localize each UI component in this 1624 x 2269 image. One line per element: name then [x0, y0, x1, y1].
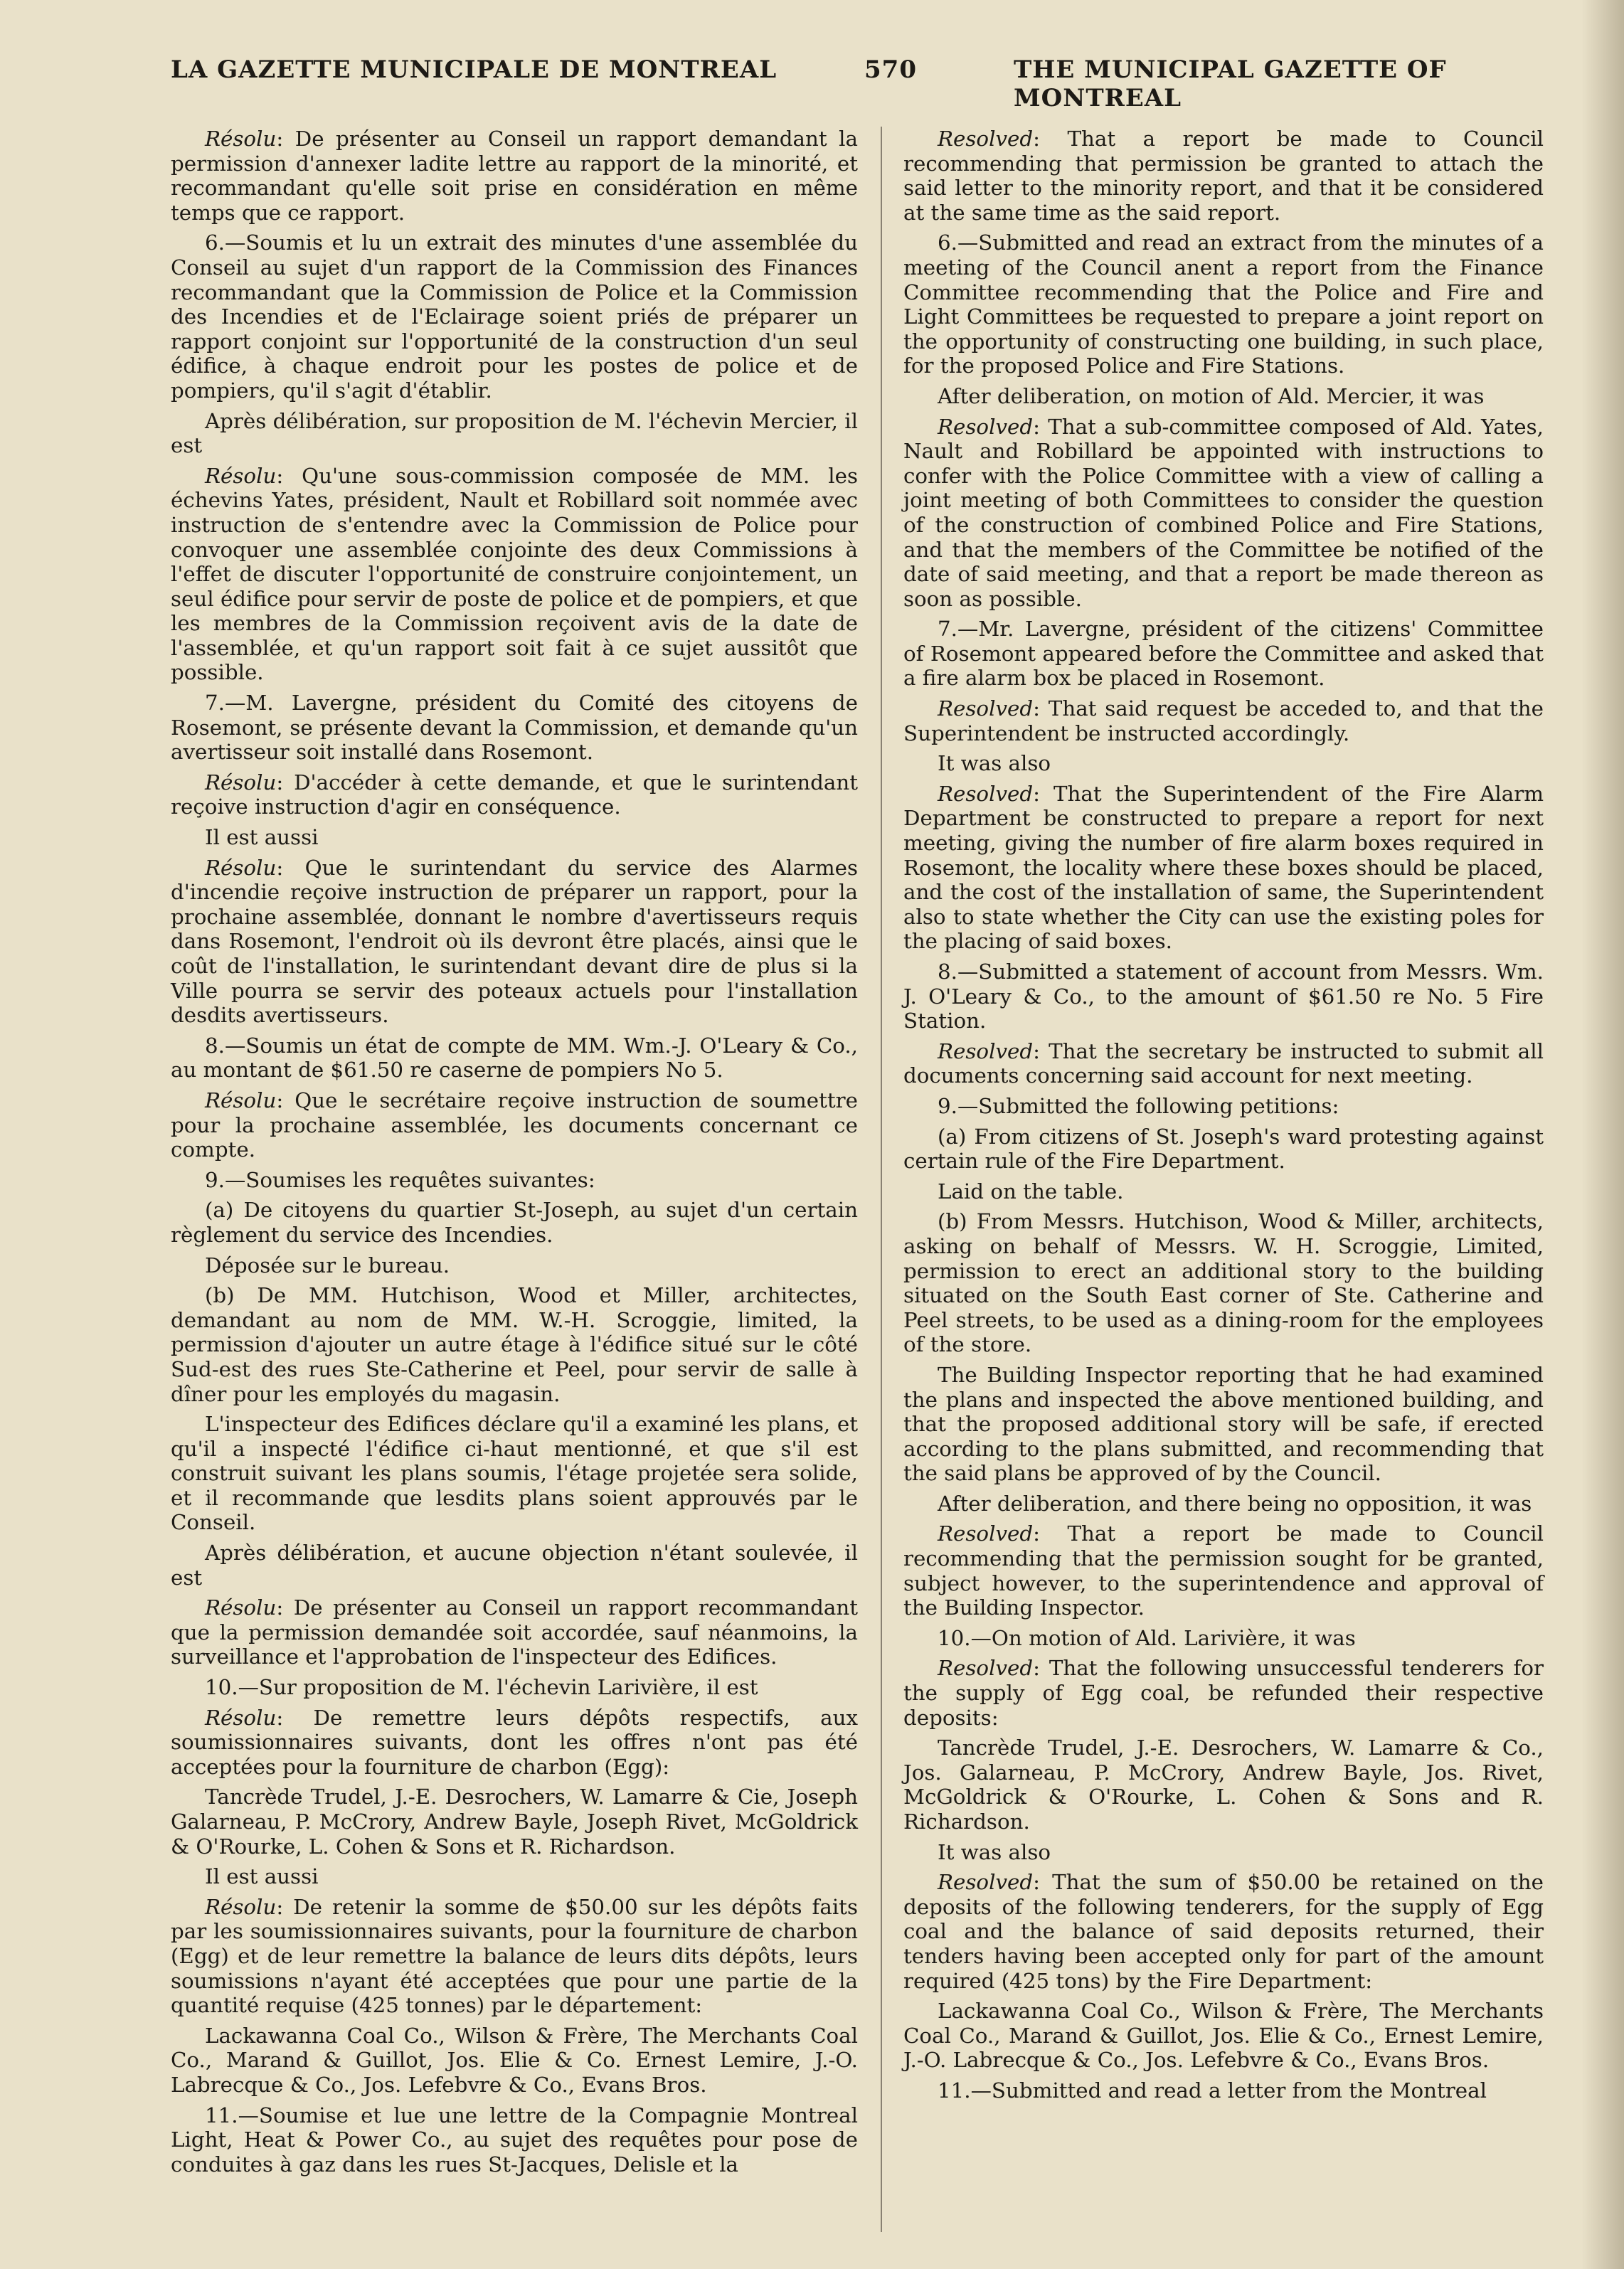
paragraph-text: (b) De MM. Hutchison, Wood et Miller, architectes, demandant au nom de MM. W.-H. Scroggie, limited, la permission d'ajouter un autre étage à l'édifice situé sur le côté Sud-est des rues Ste-Catherine et Peel, pour servir de salle à dîner pour les employés du magasin.: [171, 1283, 858, 1406]
resolution-lead: Resolved: [938, 781, 1034, 806]
french-paragraph: [171, 691, 858, 765]
paragraph-text: : De remettre leurs dépôts respectifs, aux soumissionnaires suivants, dont les offres n'ont pas été acceptées pour la fourniture de charbon (Egg):: [171, 1705, 858, 1779]
paragraph-text: After deliberation, and there being no opposition, it was: [938, 1491, 1532, 1516]
resolution-lead: Resolved: [938, 696, 1034, 721]
english-paragraph: [903, 696, 1544, 745]
french-paragraph: [171, 1283, 858, 1406]
paragraph-text: 9.—Submitted the following petitions:: [938, 1093, 1339, 1118]
header-french-title: LA GAZETTE MUNICIPALE DE MONTREAL: [171, 55, 777, 84]
english-paragraph: [903, 1094, 1544, 1119]
french-paragraph: [171, 1895, 858, 2018]
paragraph-text: (b) From Messrs. Hutchison, Wood & Miller, architects, asking on behalf of Messrs. W. H. Scroggie, Limited, permission to erect an additional story to the building situated on the South East corner of Ste. Catherine and Peel streets, to be used as a dining-room for the employees of the store.: [903, 1209, 1544, 1357]
paragraph-text: : D'accéder à cette demande, et que le surintendant reçoive instruction d'agir en conséquence.: [171, 770, 858, 819]
paragraph-text: : De retenir la somme de $50.00 sur les dépôts faits par les soumissionnaires suivants, pour la fourniture de charbon (Egg) et de leur remettre la balance de leurs dits dépôts, leurs soumissions n'ayant été acceptées que pour une partie de la quantité requise (425 tonnes) par le département:: [171, 1894, 858, 2018]
resolution-lead: Resolved: [938, 1656, 1034, 1681]
english-paragraph: [903, 617, 1544, 691]
resolution-lead: Resolved: [938, 1521, 1034, 1546]
resolution-lead: Résolu: [205, 1088, 277, 1112]
french-paragraph: [171, 856, 858, 1028]
english-paragraph: [903, 384, 1544, 409]
paragraph-text: Déposée sur le bureau.: [205, 1253, 450, 1277]
paragraph-text: : That the following unsuccessful tenderers for the supply of Egg coal, be refunded their respective deposits:: [903, 1656, 1544, 1730]
french-paragraph: [171, 1088, 858, 1162]
paragraph-text: : De présenter au Conseil un rapport recommandant que la permission demandée soit accordée, sauf néanmoins, la surveillance et l'approbation de l'inspecteur des Edifices.: [171, 1595, 858, 1669]
paragraph-text: : De présenter au Conseil un rapport demandant la permission d'annexer ladite lettre au rapport de la minorité, et recommandant qu'elle soit prise en considération en même temps que ce rapport.: [171, 127, 858, 225]
paragraph-text: : That a report be made to Council recommending that the permission sought for be granted, subject however, to the superintendence and approval of the Building Inspector.: [903, 1521, 1544, 1620]
french-paragraph: [171, 2024, 858, 2098]
paragraph-text: Il est aussi: [205, 1864, 319, 1889]
paragraph-text: 11.—Soumise et lue une lettre de la Compagnie Montreal Light, Heat & Power Co., au sujet des requêtes pour pose de conduites à gaz dans les rues St-Jacques, Delisle et la: [171, 2103, 858, 2177]
resolution-lead: Résolu: [205, 770, 277, 795]
french-paragraph: [171, 1033, 858, 1083]
resolution-lead: Resolved: [938, 127, 1034, 151]
english-paragraph: [903, 415, 1544, 612]
english-paragraph: [903, 1179, 1544, 1204]
column-divider: [881, 127, 882, 2232]
english-paragraph: [903, 1656, 1544, 1730]
french-paragraph: [171, 409, 858, 458]
paragraph-text: Tancrède Trudel, J.-E. Desrochers, W. Lamarre & Co., Jos. Galarneau, P. McCrory, Andrew Bayle, Jos. Rivet, McGoldrick & O'Rourke, L. Cohen & Sons and R. Richardson.: [903, 1736, 1544, 1834]
english-paragraph: [903, 1209, 1544, 1357]
header-english-title: THE MUNICIPAL GAZETTE OF MONTREAL: [1014, 55, 1447, 112]
english-paragraph: [903, 127, 1544, 225]
english-paragraph: [903, 1039, 1544, 1088]
french-paragraph: [171, 1198, 858, 1247]
paragraph-text: (a) De citoyens du quartier St-Joseph, au sujet d'un certain règlement du service des Incendies.: [171, 1198, 858, 1247]
resolution-lead: Résolu: [205, 127, 277, 151]
paragraph-text: : Que le secrétaire reçoive instruction de soumettre pour la prochaine assemblée, les documents concernant ce compte.: [171, 1088, 858, 1162]
english-paragraph: [903, 1870, 1544, 1993]
paragraph-text: Après délibération, sur proposition de M. l'échevin Mercier, il est: [171, 408, 858, 458]
english-paragraph: [903, 960, 1544, 1033]
english-paragraph: [903, 1626, 1544, 1651]
french-paragraph: [171, 1168, 858, 1193]
english-column: [903, 127, 1544, 2246]
english-paragraph: [903, 782, 1544, 954]
paragraph-text: 7.—M. Lavergne, président du Comité des citoyens de Rosemont, se présente devant la Commission, et demande qu'un avertisseur soit installé dans Rosemont.: [171, 691, 858, 765]
english-paragraph: [903, 2078, 1544, 2103]
page-edge-shadow: [1581, 0, 1624, 2269]
paragraph-text: 8.—Soumis un état de compte de MM. Wm.-J. O'Leary & Co., au montant de $61.50 re caserne de pompiers No 5.: [171, 1033, 858, 1083]
english-paragraph: [903, 1125, 1544, 1174]
french-paragraph: [171, 1412, 858, 1535]
resolution-lead: Resolved: [938, 1870, 1034, 1895]
paragraph-text: (a) From citizens of St. Joseph's ward protesting against certain rule of the Fire Department.: [903, 1124, 1544, 1174]
paragraph-text: 10.—On motion of Ald. Larivière, it was: [938, 1625, 1356, 1650]
paragraph-text: 7.—Mr. Lavergne, président of the citizens' Committee of Rosemont appeared before the Committee and asked that a fire alarm box be placed in Rosemont.: [903, 617, 1544, 691]
french-paragraph: [171, 127, 858, 225]
paragraph-text: 8.—Submitted a statement of account from Messrs. Wm. J. O'Leary & Co., to the amount of $61.50 re No. 5 Fire Station.: [903, 960, 1544, 1033]
paragraph-text: 11.—Submitted and read a letter from the Montreal: [938, 2078, 1487, 2103]
paragraph-text: Après délibération, et aucune objection n'étant soulevée, il est: [171, 1541, 858, 1590]
english-paragraph: [903, 1999, 1544, 2073]
french-paragraph: [171, 464, 858, 685]
french-paragraph: [171, 1864, 858, 1889]
paragraph-text: Il est aussi: [205, 825, 319, 850]
paragraph-text: : That the secretary be instructed to submit all documents concerning said account for next meeting.: [903, 1038, 1544, 1088]
paragraph-text: 6.—Soumis et lu un extrait des minutes d'une assemblée du Conseil au sujet d'un rapport de la Commission des Finances recommandant que la Commission de Police et la Commission des Incendies et de l'Eclairage soient priés de préparer un rapport conjoint sur l'opportunité de la construction d'un seul édifice, à chaque endroit pour les postes de police et de pompiers, qu'il s'agit d'établir.: [171, 230, 858, 403]
resolution-lead: Résolu: [205, 855, 277, 880]
english-paragraph: [903, 1736, 1544, 1834]
english-paragraph: [903, 230, 1544, 378]
english-paragraph: [903, 751, 1544, 776]
resolution-lead: Resolved: [938, 414, 1034, 439]
french-paragraph: [171, 1541, 858, 1590]
resolution-lead: Résolu: [205, 463, 277, 488]
paragraph-text: 10.—Sur proposition de M. l'échevin Larivière, il est: [205, 1675, 758, 1700]
paragraph-text: 9.—Soumises les requêtes suivantes:: [205, 1167, 595, 1192]
english-paragraph: [903, 1492, 1544, 1516]
french-column: [171, 127, 858, 2246]
page-header: [171, 55, 1574, 112]
resolution-lead: Resolved: [938, 1038, 1034, 1063]
paragraph-text: : That a sub-committee composed of Ald. Yates, Nault and Robillard be appointed with instructions to confer with the Police Committee with a view of calling a joint meeting of both Committees to consider the question of the construction of combined Police and Fire Stations, and that the members of the Committee be notified of the date of said meeting, and that a report be made thereon as soon as possible.: [903, 414, 1544, 611]
english-paragraph: [903, 1521, 1544, 1620]
english-paragraph: [903, 1363, 1544, 1486]
french-paragraph: [171, 1253, 858, 1278]
french-paragraph: [171, 1706, 858, 1780]
page-number: 570: [864, 55, 917, 84]
paragraph-text: : Que le surintendant du service des Alarmes d'incendie reçoive instruction de préparer un rapport, pour la prochaine assemblée, donnant le nombre d'avertisseurs requis dans Rosemont, l'endroit où ils devront être placés, ainsi que le coût de l'installation, le surintendant devant dire de plus si la Ville pourra se servir des poteaux actuels pour l'installation desdits avertisseurs.: [171, 855, 858, 1028]
paragraph-text: After deliberation, on motion of Ald. Mercier, it was: [938, 383, 1485, 408]
paragraph-text: : That said request be acceded to, and that the Superintendent be instructed accordingly.: [903, 696, 1544, 745]
paragraph-text: : That a report be made to Council recommending that permission be granted to attach the said letter to the minority report, and that it be considered at the same time as the said report.: [903, 127, 1544, 225]
resolution-lead: Résolu: [205, 1705, 277, 1730]
paragraph-text: Lackawanna Coal Co., Wilson & Frère, The Merchants Coal Co., Marand & Guillot, Jos. Elie & Co. Ernest Lemire, J.-O. Labrecque & Co., Jos. Lefebvre & Co., Evans Bros.: [171, 2023, 858, 2097]
resolution-lead: Résolu: [205, 1894, 277, 1919]
paragraph-text: : That the sum of $50.00 be retained on the deposits of the following tenderers, for the supply of Egg coal and the balance of said deposits returned, their tenders having been accepted only for part of the amount required (425 tons) by the Fire Department:: [903, 1870, 1544, 1993]
french-paragraph: [171, 1595, 858, 1669]
resolution-lead: Résolu: [205, 1595, 277, 1620]
paragraph-text: 6.—Submitted and read an extract from the minutes of a meeting of the Council anent a report from the Finance Committee recommending that the Police and Fire and Light Committees be requested to prepare a joint report on the opportunity of constructing one building, in such place, for the proposed Police and Fire Stations.: [903, 230, 1544, 378]
paragraph-text: Tancrède Trudel, J.-E. Desrochers, W. Lamarre & Cie, Joseph Galarneau, P. McCrory, Andrew Bayle, Joseph Rivet, McGoldrick & O'Rourke, L. Cohen & Sons et R. Richardson.: [171, 1785, 858, 1859]
paragraph-text: : Qu'une sous-commission composée de MM. les échevins Yates, président, Nault et Robillard soit nommée avec instruction de s'entendre avec la Commission de Police pour convoquer une assemblée conjointe des deux Commissions à l'effet de discuter l'opportunité de construire conjointement, un seul édifice pour servir de poste de police et de pompiers, et que les membres de la Commission reçoivent avis de la date de l'assemblée, et qu'un rapport soit fait à ce sujet aussitôt que possible.: [171, 463, 858, 685]
paragraph-text: It was also: [938, 751, 1051, 776]
paragraph-text: The Building Inspector reporting that he had examined the plans and inspected the above mentioned building, and that the proposed additional story will be safe, if erected according to the plans submitted, and recommending that the said plans be approved of by the Council.: [903, 1362, 1544, 1486]
french-paragraph: [171, 2103, 858, 2177]
paragraph-text: Lackawanna Coal Co., Wilson & Frère, The Merchants Coal Co., Marand & Guillot, Jos. Elie & Co., Ernest Lemire, J.-O. Labrecque & Co., Jos. Lefebvre & Co., Evans Bros.: [903, 1999, 1544, 2073]
french-paragraph: [171, 230, 858, 403]
french-paragraph: [171, 1785, 858, 1859]
french-paragraph: [171, 770, 858, 819]
english-paragraph: [903, 1840, 1544, 1865]
french-paragraph: [171, 825, 858, 850]
paragraph-text: L'inspecteur des Edifices déclare qu'il a examiné les plans, et qu'il a inspecté l'édifice ci-haut mentionné, et que s'il est construit suivant les plans soumis, l'étage projetée sera solide, et il recommande que lesdits plans soient approuvés par le Conseil.: [171, 1412, 858, 1535]
french-paragraph: [171, 1675, 858, 1700]
paragraph-text: It was also: [938, 1839, 1051, 1864]
paragraph-text: : That the Superintendent of the Fire Alarm Department be constructed to prepare a report for next meeting, giving the number of fire alarm boxes required in Rosemont, the locality where these boxes should be placed, and the cost of the installation of same, the Superintendent also to state whether the City can use the existing poles for the placing of said boxes.: [903, 781, 1544, 954]
paragraph-text: Laid on the table.: [938, 1179, 1124, 1203]
